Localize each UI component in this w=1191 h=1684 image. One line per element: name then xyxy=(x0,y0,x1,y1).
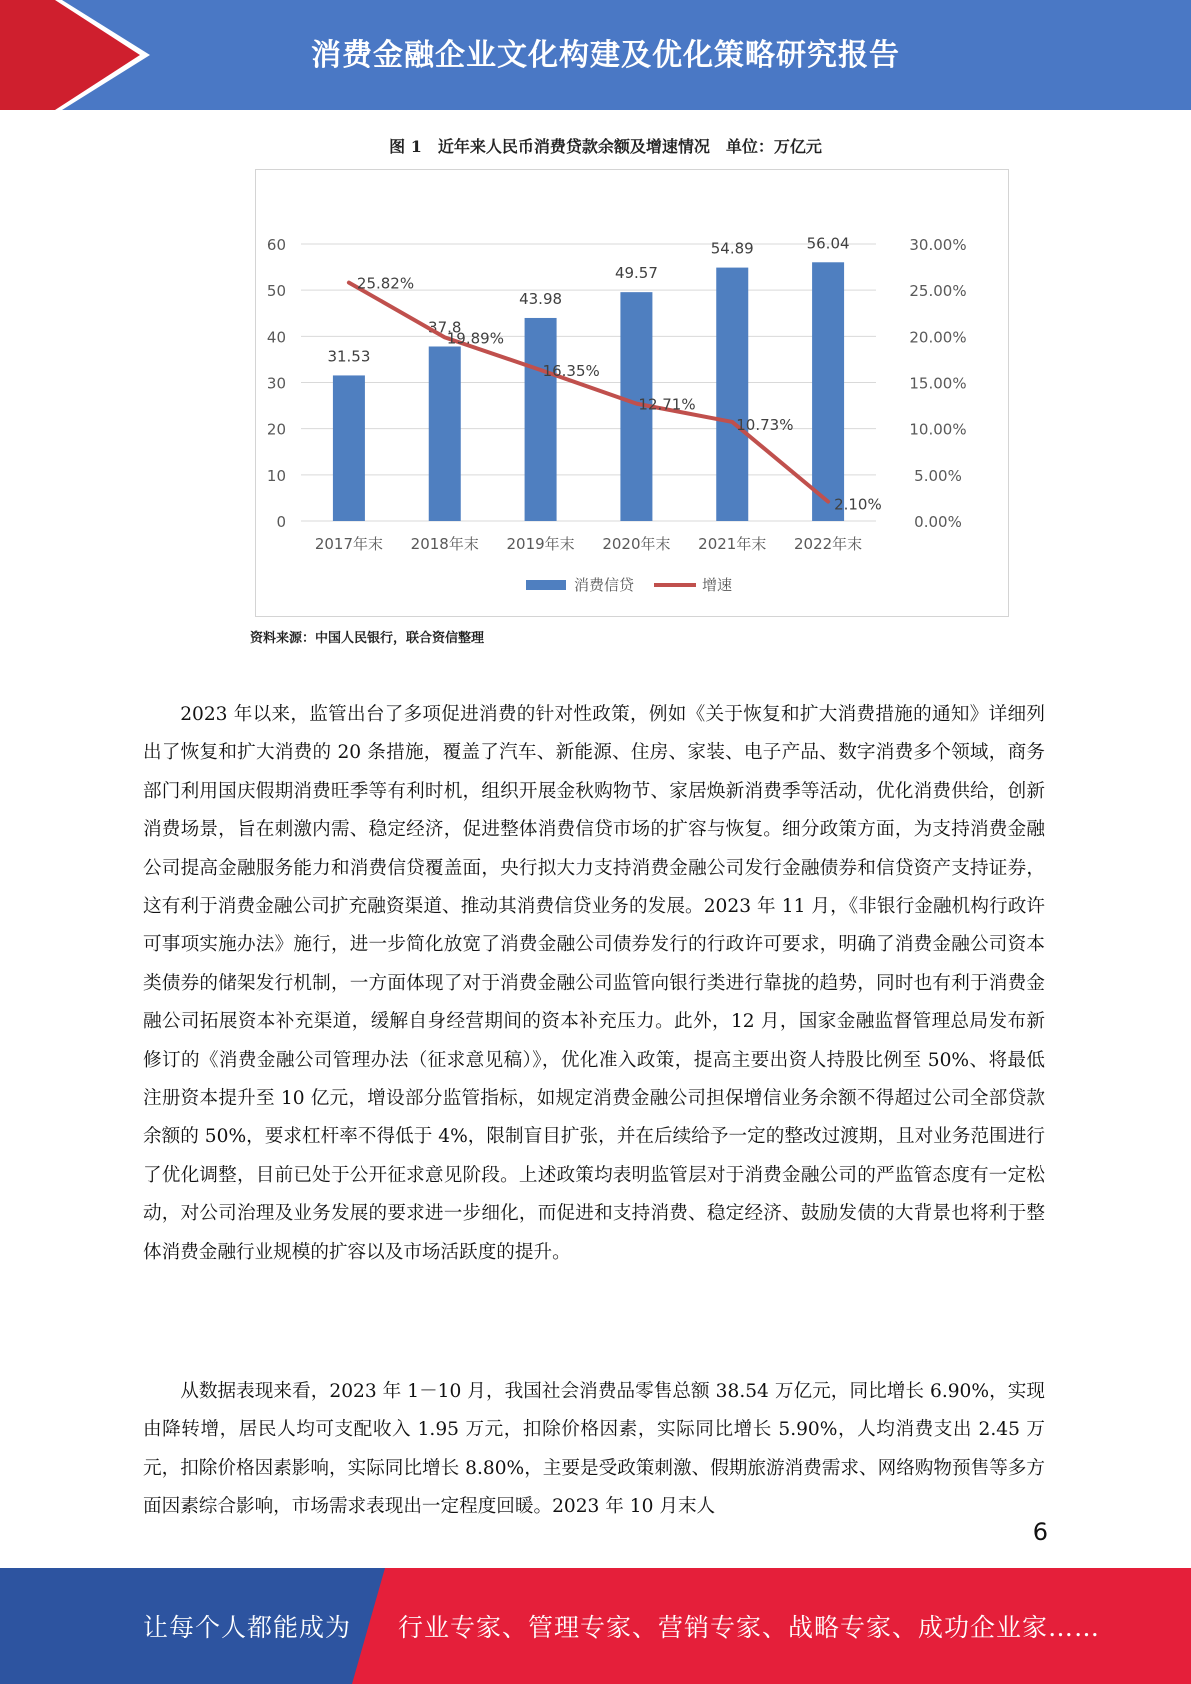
legend-label-bar: 消费信贷 xyxy=(574,576,635,594)
bar-2017年末 xyxy=(333,375,365,521)
left-axis-tick-label: 50 xyxy=(266,282,286,301)
figure-source-note: 资料来源：中国人民银行，联合资信整理 xyxy=(250,631,485,646)
line-data-label: 12.71% xyxy=(638,395,696,414)
line-data-label: 16.35% xyxy=(542,362,600,381)
x-axis-tick-label: 2017年末 xyxy=(314,535,384,553)
x-axis-tick-label: 2022年末 xyxy=(793,535,863,553)
page-number: 6 xyxy=(1032,1518,1048,1546)
bar-data-label: 56.04 xyxy=(806,234,850,253)
left-axis-tick-label: 40 xyxy=(266,328,286,347)
right-axis-tick-label: 15.00% xyxy=(909,374,967,393)
line-data-label: 19.89% xyxy=(446,329,504,348)
left-axis-tick-label: 0 xyxy=(276,513,286,531)
right-axis-tick-label: 25.00% xyxy=(909,282,967,301)
growth-rate-line xyxy=(349,283,828,502)
bar-2018年末 xyxy=(429,346,461,521)
bar-2019年末 xyxy=(525,318,557,521)
right-axis-tick-label: 5.00% xyxy=(914,466,962,485)
bar-data-label: 37.8 xyxy=(428,318,462,337)
chart-container xyxy=(255,169,1009,617)
footer-slogan-right: 行业专家、管理专家、营销专家、战略专家、成功企业家…… xyxy=(398,1613,1101,1642)
left-axis-tick-label: 60 xyxy=(266,236,286,254)
left-axis-tick-label: 30 xyxy=(266,374,286,393)
legend-label-line: 增速 xyxy=(702,576,733,594)
legend-swatch-bar xyxy=(526,580,566,590)
bar-2021年末 xyxy=(716,268,748,521)
bar-data-label: 43.98 xyxy=(519,289,563,308)
x-axis-tick-label: 2018年末 xyxy=(410,535,479,553)
page-footer xyxy=(0,1568,1191,1684)
left-axis-tick-label: 10 xyxy=(266,466,286,485)
document-title: 消费金融企业文化构建及优化策略研究报告 xyxy=(311,38,900,73)
bar-2022年末 xyxy=(812,262,844,521)
x-axis-tick-label: 2019年末 xyxy=(506,535,575,553)
bar-data-label: 49.57 xyxy=(614,264,658,283)
right-axis-tick-label: 20.00% xyxy=(909,328,967,347)
bar-data-label: 31.53 xyxy=(327,347,371,366)
page-header xyxy=(0,0,1191,110)
right-axis-tick-label: 30.00% xyxy=(909,236,967,254)
x-axis-tick-label: 2021年末 xyxy=(698,535,767,553)
x-axis-tick-label: 2020年末 xyxy=(602,535,671,553)
footer-slogan-left: 让每个人都能成为 xyxy=(143,1613,352,1642)
line-data-label: 25.82% xyxy=(356,274,415,293)
bar-data-label: 54.89 xyxy=(710,239,754,258)
right-axis-tick-label: 10.00% xyxy=(909,420,967,439)
body-paragraph-data: 从数据表现来看，2023 年 1－10 月，我国社会消费品零售总额 38.54 万亿元，同比增长 6.90%，实现由降转增，居民人均可支配收入 1.95 万元，扣除价格因素，实际同比增长 5.90%，人均消费支出 2.45 万元，扣除价格因素影响，实际同比增长 8.80%，主要是受政策刺激、假期旅游消费需求、网络购物预售等多方面因素综合影响，市场需求表现出一定程度回暖。2023 年 10 月末人 xyxy=(143,1381,1045,1518)
right-axis-tick-label: 0.00% xyxy=(914,513,962,531)
figure-caption: 图 1 近年来人民币消费贷款余额及增速情况 单位：万亿元 xyxy=(389,137,822,156)
left-axis-tick-label: 20 xyxy=(266,420,286,439)
loan-balance-chart xyxy=(256,170,1010,618)
line-data-label: 10.73% xyxy=(736,415,794,434)
line-data-label: 2.10% xyxy=(834,495,882,514)
body-paragraph-policy: 2023 年以来，监管出台了多项促进消费的针对性政策，例如《关于恢复和扩大消费措施的通知》详细列出了恢复和扩大消费的 20 条措施，覆盖了汽车、新能源、住房、家装、电子产品、数字消费多个领域，商务部门利用国庆假期消费旺季等有利时机，组织开展金秋购物节、家居焕新消费季等活动，优化消费供给，创新消费场景，旨在刺激内需、稳定经济，促进整体消费信贷市场的扩容与恢复。细分政策方面，为支持消费金融公司提高金融服务能力和消费信贷覆盖面，央行拟大力支持消费金融公司发行金融债券和信贷资产支持证券，这有利于消费金融公司扩充融资渠道、推动其消费信贷业务的发展。2023 年 11 月，《非银行金融机构行政许可事项实施办法》施行，进一步简化放宽了消费金融公司债券发行的行政许可要求，明确了消费金融公司资本类债券的储架发行机制，一方面体现了对于消费金融公司监管向银行类进行靠拢的趋势，同时也有利于消费金融公司拓展资本补充渠道，缓解自身经营期间的资本补充压力。此外，12 月，国家金融监督管理总局发布新修订的《消费金融公司管理办法（征求意见稿）》，优化准入政策，提高主要出资人持股比例至 50%、将最低注册资本提升至 10 亿元，增设部分监管指标，如规定消费金融公司担保增信业务余额不得超过公司全部贷款余额的 50%，要求杠杆率不得低于 4%，限制盲目扩张，并在后续给予一定的整改过渡期，且对业务范围进行了优化调整，目前已处于公开征求意见阶段。上述政策均表明监管层对于消费金融公司的严监管态度有一定松动，对公司治理及业务发展的要求进一步细化，而促进和支持消费、稳定经济、鼓励发债的大背景也将利于整体消费金融行业规模的扩容以及市场活跃度的提升。 xyxy=(143,704,1045,1263)
